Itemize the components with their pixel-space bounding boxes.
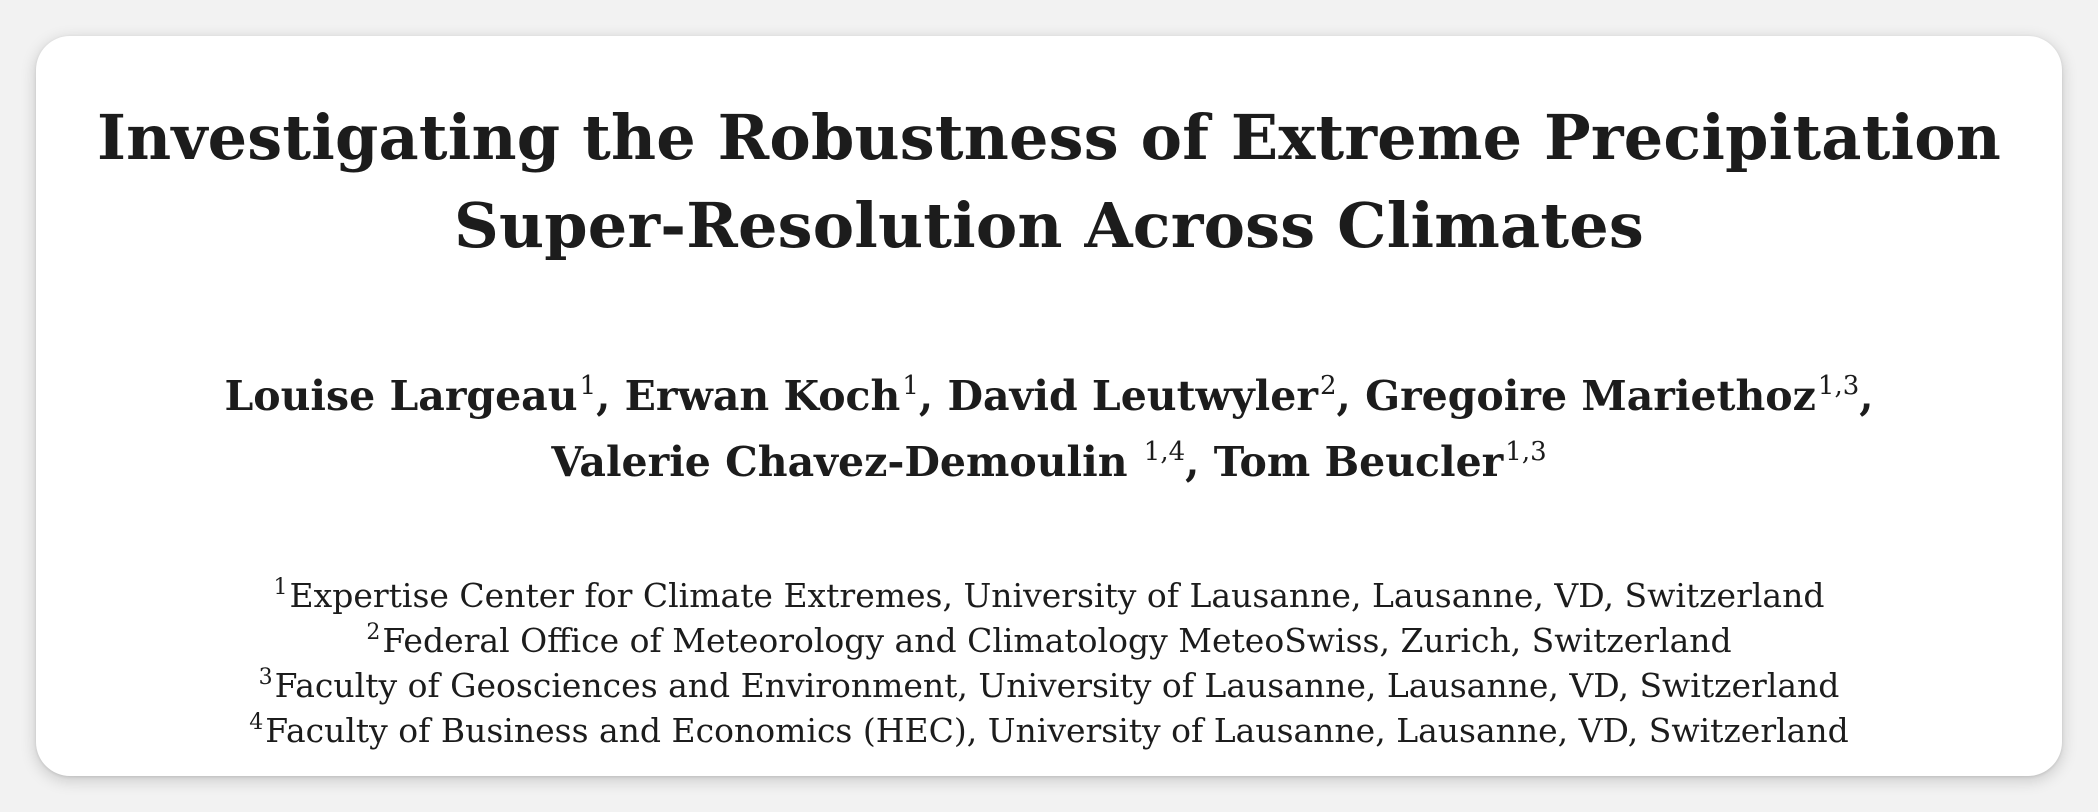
author-affiliation-marker: 1,4 — [1143, 437, 1186, 467]
author-gregoire-mariethoz: Gregoire Mariethoz$^{1,3}$ — [1365, 371, 1860, 420]
affiliation-number: 1 — [273, 575, 288, 600]
paper-title — [36, 94, 2062, 270]
author-separator: , — [596, 372, 625, 420]
author-line-2 — [36, 432, 2062, 498]
author-david-leutwyler: David Leutwyler$^2$ — [947, 371, 1337, 420]
author-valerie-chavez-demoulin: Valerie Chavez-Demoulin $^{1,4}$ — [551, 437, 1186, 486]
author-affiliation-marker: 2 — [1319, 371, 1337, 401]
affiliation-number: 4 — [249, 710, 264, 735]
author-louise-largeau: Louise Largeau$^1$ — [224, 371, 597, 420]
affiliation-4: $^4$Faculty of Business and Economics (HEC), University of Lausanne, Lausanne, VD, Switzerland — [249, 710, 1849, 750]
author-tom-beucler: Tom Beucler$^{1,3}$ — [1213, 437, 1547, 486]
affiliation-list — [36, 576, 2062, 756]
affiliation-number: 2 — [366, 620, 381, 645]
title-line-1: Investigating the Robustness of Extreme Precipitation — [96, 101, 2002, 174]
author-erwan-koch: Erwan Koch$^1$ — [624, 371, 919, 420]
paper-header-card — [36, 36, 2062, 776]
author-separator: , — [1336, 372, 1366, 420]
affiliation-2: $^2$Federal Office of Meteorology and Climatology MeteoSwiss, Zurich, Switzerland — [366, 620, 1732, 660]
title-line-2: Super-Resolution Across Climates — [453, 189, 1644, 262]
author-separator: , — [1185, 438, 1214, 486]
author-separator: , — [918, 372, 948, 420]
author-affiliation-marker: 1 — [579, 371, 597, 401]
affiliation-3: $^3$Faculty of Geosciences and Environment, University of Lausanne, Lausanne, VD, Switzerland — [258, 665, 1840, 705]
author-affiliation-marker: 1 — [902, 371, 919, 401]
affiliation-number: 3 — [258, 665, 273, 690]
affiliation-1: $^1$Expertise Center for Climate Extremes, University of Lausanne, Lausanne, VD, Switzerland — [273, 575, 1825, 615]
author-affiliation-marker: 1,3 — [1817, 371, 1860, 401]
author-line-1 — [36, 366, 2062, 432]
author-separator: , — [1859, 372, 1874, 420]
author-list — [36, 366, 2062, 498]
author-affiliation-marker: 1,3 — [1505, 437, 1547, 467]
